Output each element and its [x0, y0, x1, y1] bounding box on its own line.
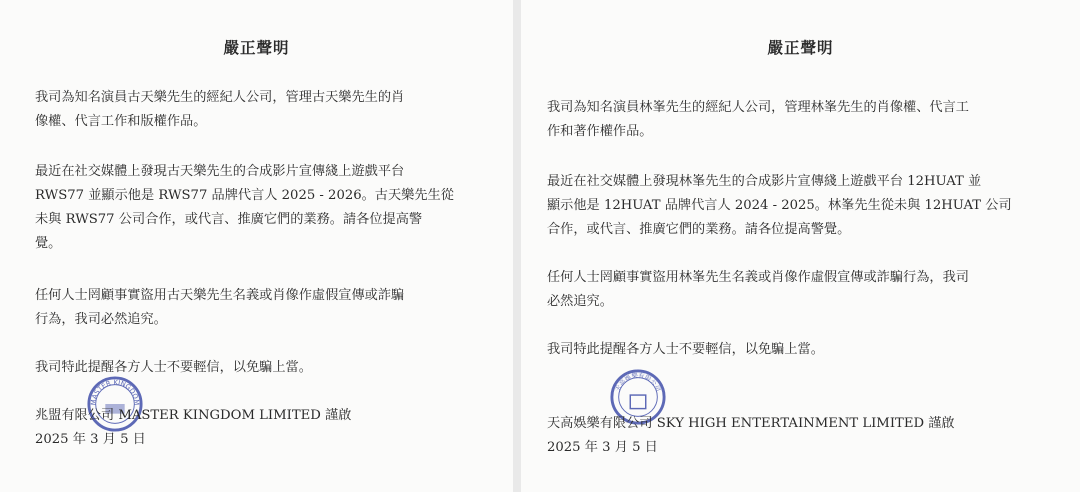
p4-line: 我司特此提醒各方人士不要輕信，以免騙上當。 [35, 360, 312, 375]
p1-line-1: 我司為知名演員古天樂先生的經紀人公司，管理古天樂先生的肖 [35, 90, 405, 105]
seal-text-left: MASTER KINGDOM [89, 378, 141, 406]
p2-line-2: 顯示他是 12HUAT 品牌代言人 2024 - 2025。林峯先生從未與 12HUAT 公司 [547, 198, 1012, 213]
p2-line-3: 未與 RWS77 公司合作，或代言、推廣它們的業務。請各位提高警 [35, 212, 423, 227]
p2-line-1: 最近在社交媒體上發現林峯先生的合成影片宣傳綫上遊戲平台 12HUAT 並 [547, 174, 982, 189]
title-left: 嚴正聲明 [223, 38, 290, 57]
statement-left [0, 0, 513, 492]
p2-line-1: 最近在社交媒體上發現古天樂先生的合成影片宣傳綫上遊戲平台 [35, 164, 405, 179]
p3-line-2: 行為，我司必然追究。 [35, 312, 167, 327]
p2-line-4: 覺。 [35, 236, 62, 251]
p2-line-2: RWS77 並顯示他是 RWS77 品牌代言人 2025 - 2026。古天樂先生從 [35, 188, 454, 203]
p1-line-2: 作和著作權作品。 [547, 124, 653, 139]
paragraph-1-left [35, 86, 404, 134]
paragraph-3-right [547, 266, 969, 314]
date-right: 2025 年 3 月 5 日 [547, 440, 658, 455]
paragraph-4-left [35, 356, 312, 380]
p1-line-2: 像權、代言工作和版權作品。 [35, 114, 207, 129]
p2-line-3: 合作，或代言、推廣它們的業務。請各位提高警覺。 [547, 222, 851, 237]
seal-text-right: 天高娛樂有限公司 [614, 372, 662, 393]
signature-left: 兆盟有限公司 MASTER KINGDOM LIMITED 謹啟 [35, 408, 352, 423]
title-right: 嚴正聲明 [767, 38, 834, 57]
p4-line: 我司特此提醒各方人士不要輕信，以免騙上當。 [547, 342, 824, 357]
date-left: 2025 年 3 月 5 日 [35, 432, 146, 447]
paragraph-3-left [35, 284, 404, 332]
signature-right: 天高娛樂有限公司 SKY HIGH ENTERTAINMENT LIMITED 謹啟 [547, 416, 955, 431]
paragraph-2-right [547, 170, 1012, 242]
paragraph-4-right [547, 338, 824, 362]
paragraph-1-right [547, 96, 969, 144]
p3-line-2: 必然追究。 [547, 294, 613, 309]
statement-right [521, 0, 1080, 492]
p3-line-1: 任何人士罔顧事實盜用林峯先生名義或肖像作虛假宣傳或詐騙行為，我司 [547, 270, 969, 285]
p1-line-1: 我司為知名演員林峯先生的經紀人公司，管理林峯先生的肖像權、代言工 [547, 100, 969, 115]
p3-line-1: 任何人士罔顧事實盜用古天樂先生名義或肖像作虛假宣傳或詐騙 [35, 288, 405, 303]
paragraph-2-left [35, 160, 454, 256]
